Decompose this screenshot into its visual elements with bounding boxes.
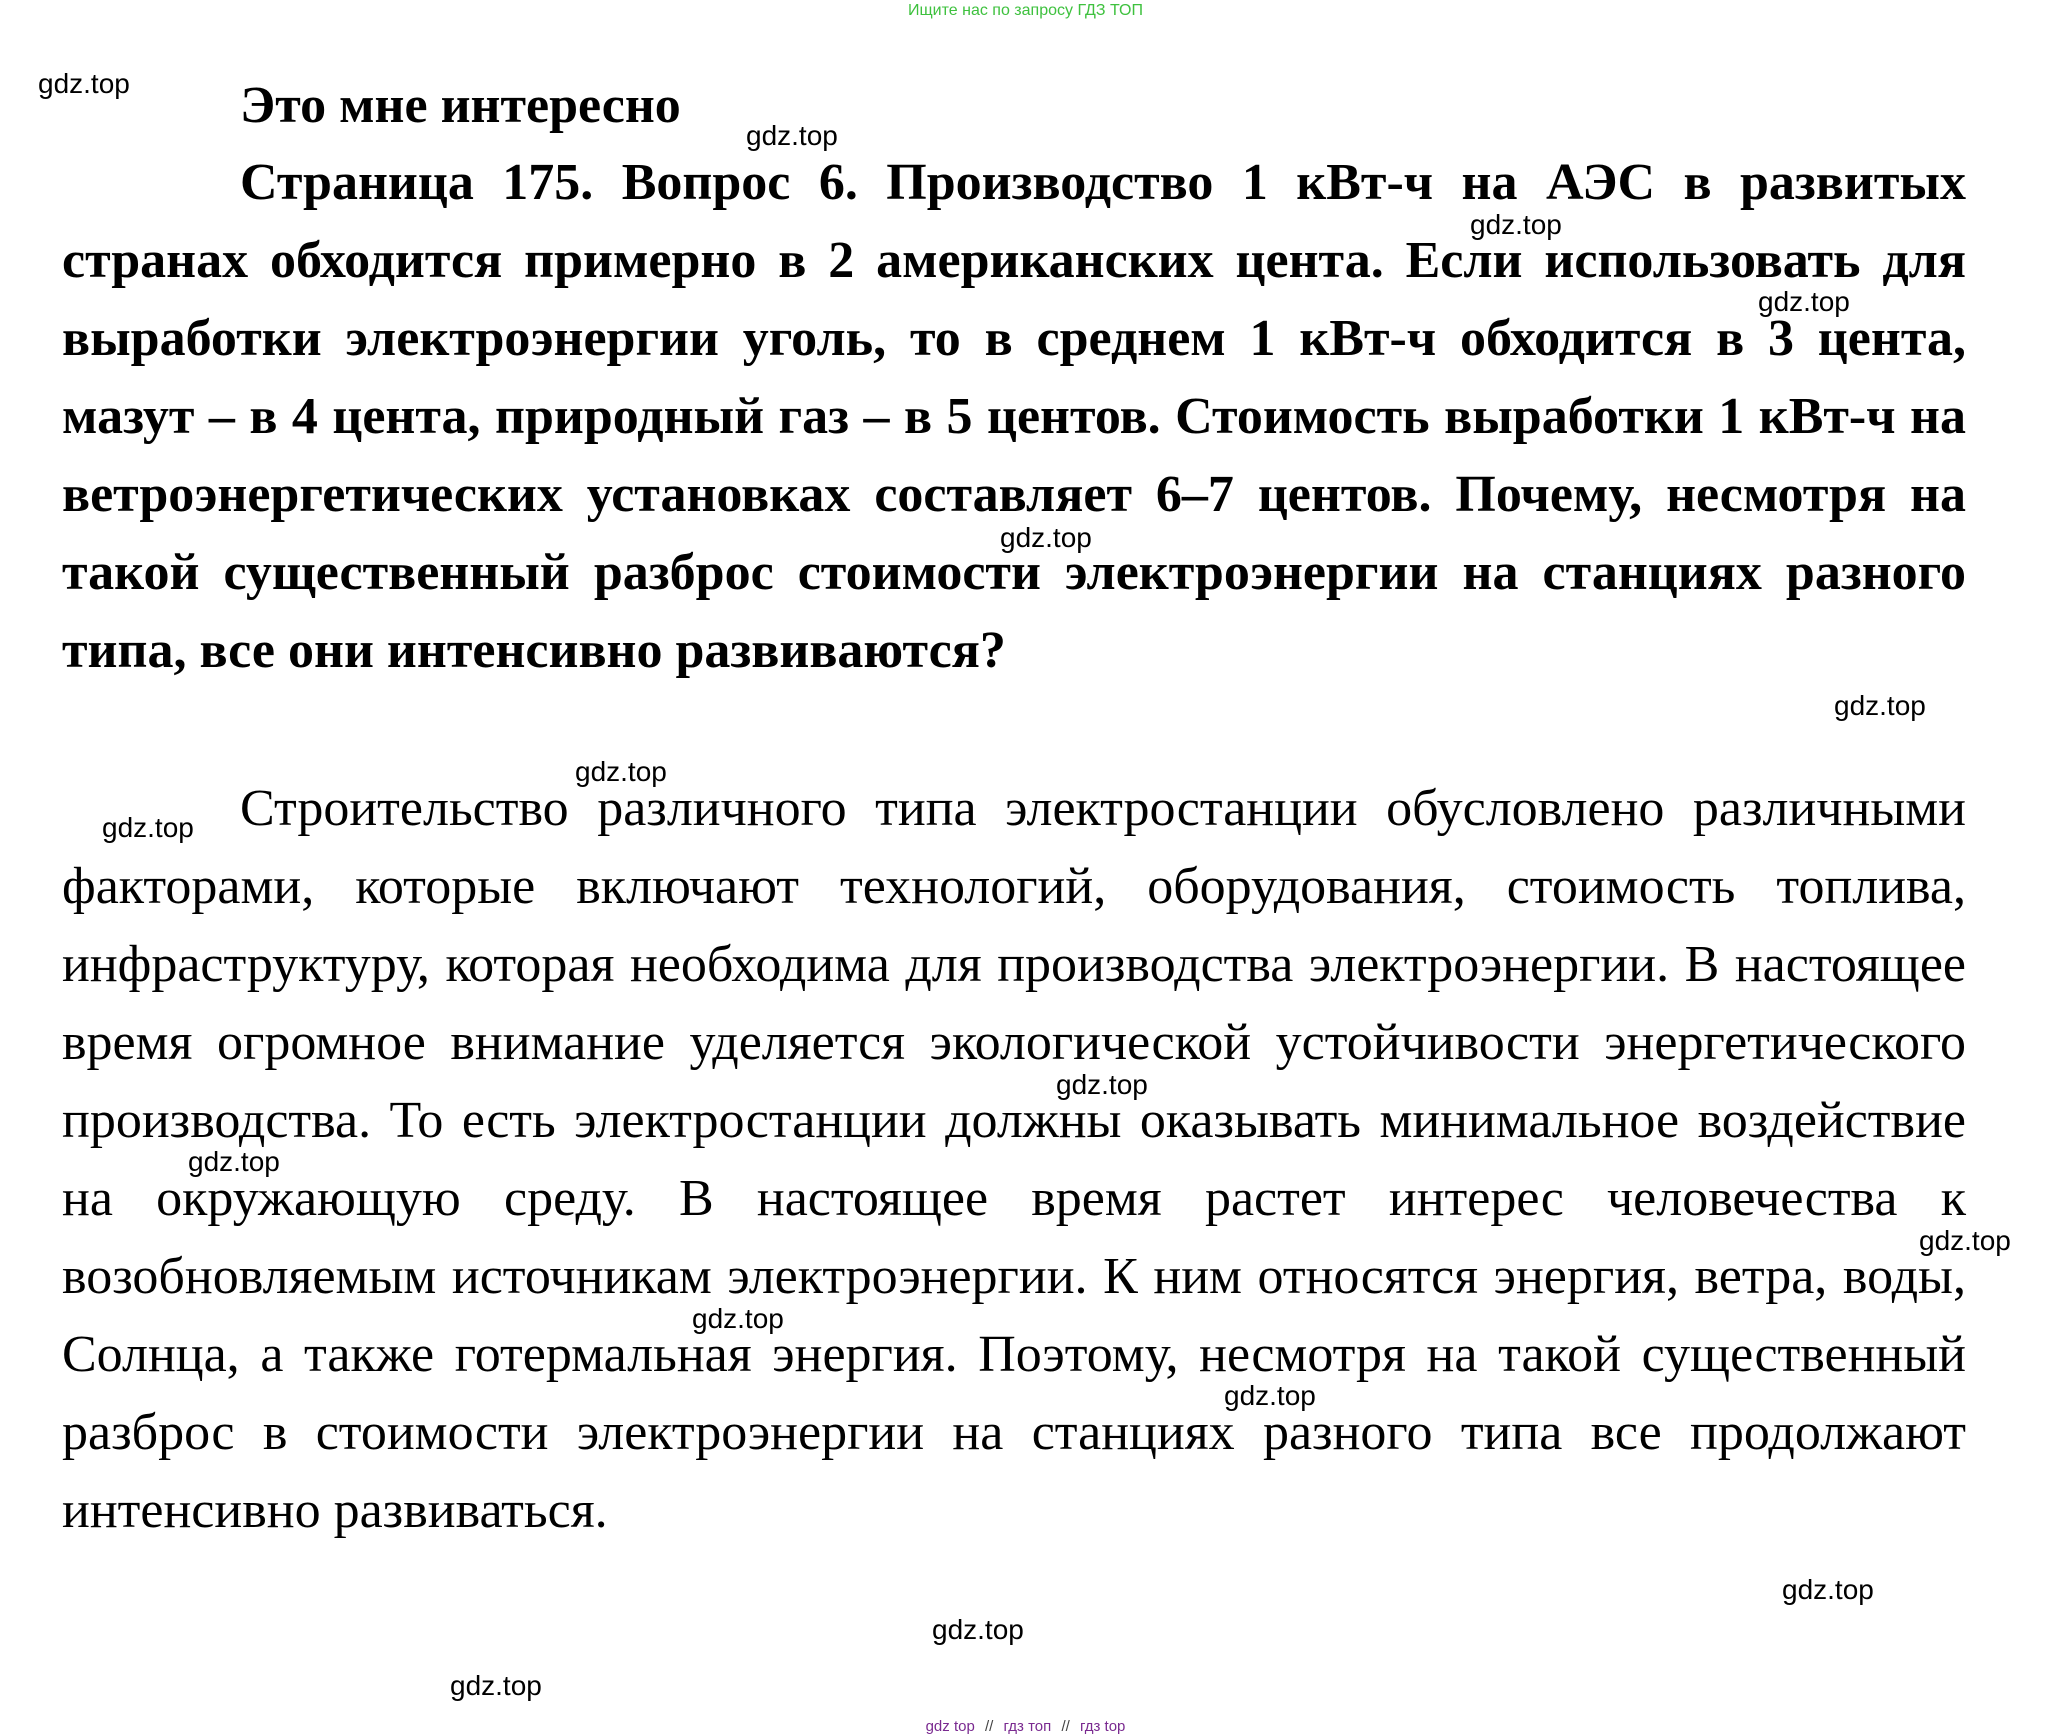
question-text: Страница 175. Вопрос 6. Производство 1 кВт-ч на АЭС в развитых странах обходится примерно в 2 американских цента. Если использовать для выработки электроэнергии уголь, то в среднем 1 кВт-ч обходится в 3 цента, мазут – в 4 цента, природный газ – в 5 центов. Стоимость выработки 1 кВт-ч на ветроэнергетических установках составляет 6–7 центов. Почему, несмотря на такой существенный разброс стоимости электроэнергии на станциях разного типа, все они интенсивно развиваются? [62, 154, 1966, 679]
watermark: gdz.top [188, 1146, 280, 1177]
footer-link[interactable]: gdz top [925, 1718, 975, 1735]
watermark: gdz.top [1470, 209, 1562, 240]
watermark: gdz.top [1056, 1069, 1148, 1100]
watermark: gdz.top [1758, 286, 1850, 317]
watermark: gdz.top [1000, 522, 1092, 553]
watermark: gdz.top [38, 68, 130, 99]
watermark: gdz.top [575, 756, 667, 787]
footer-separator: // [1061, 1718, 1070, 1735]
watermark: gdz.top [746, 120, 838, 151]
watermark: gdz.top [932, 1614, 1024, 1645]
footer-link[interactable]: гдз топ [1003, 1718, 1052, 1735]
top-banner[interactable]: Ищите нас по запросу ГДЗ ТОП [908, 2, 1143, 19]
watermark: gdz.top [450, 1670, 542, 1701]
answer-text: Строительство различного типа электростанции обусловлено различными факторами, которые включают технологий, оборудования, стоимость топлива, инфраструктуру, которая необходима для производства электроэнергии. В настоящее время огромное внимание уделяется экологической устойчивости энергетического производства. То есть электростанции должны оказывать минимальное воздействие на окружающую среду. В настоящее время растет интерес человечества к возобновляемым источникам электроэнергии. К ним относятся энергия, ветра, воды, Солнца, а также готермальная энергия. Поэтому, несмотря на такой существенный разброс в стоимости электроэнергии на станциях разного типа все продолжают интенсивно развиваться. [62, 780, 1966, 1539]
footer-links [0, 1718, 2051, 1736]
watermark: gdz.top [1919, 1225, 2011, 1256]
watermark: gdz.top [102, 812, 194, 843]
watermark: gdz.top [1782, 1574, 1874, 1605]
watermark: gdz.top [1834, 690, 1926, 721]
section-heading: Это мне интересно [240, 77, 681, 134]
watermark: gdz.top [692, 1303, 784, 1334]
footer-link[interactable]: гдз top [1079, 1718, 1126, 1735]
footer-separator: // [984, 1718, 994, 1735]
watermark: gdz.top [1224, 1380, 1316, 1411]
